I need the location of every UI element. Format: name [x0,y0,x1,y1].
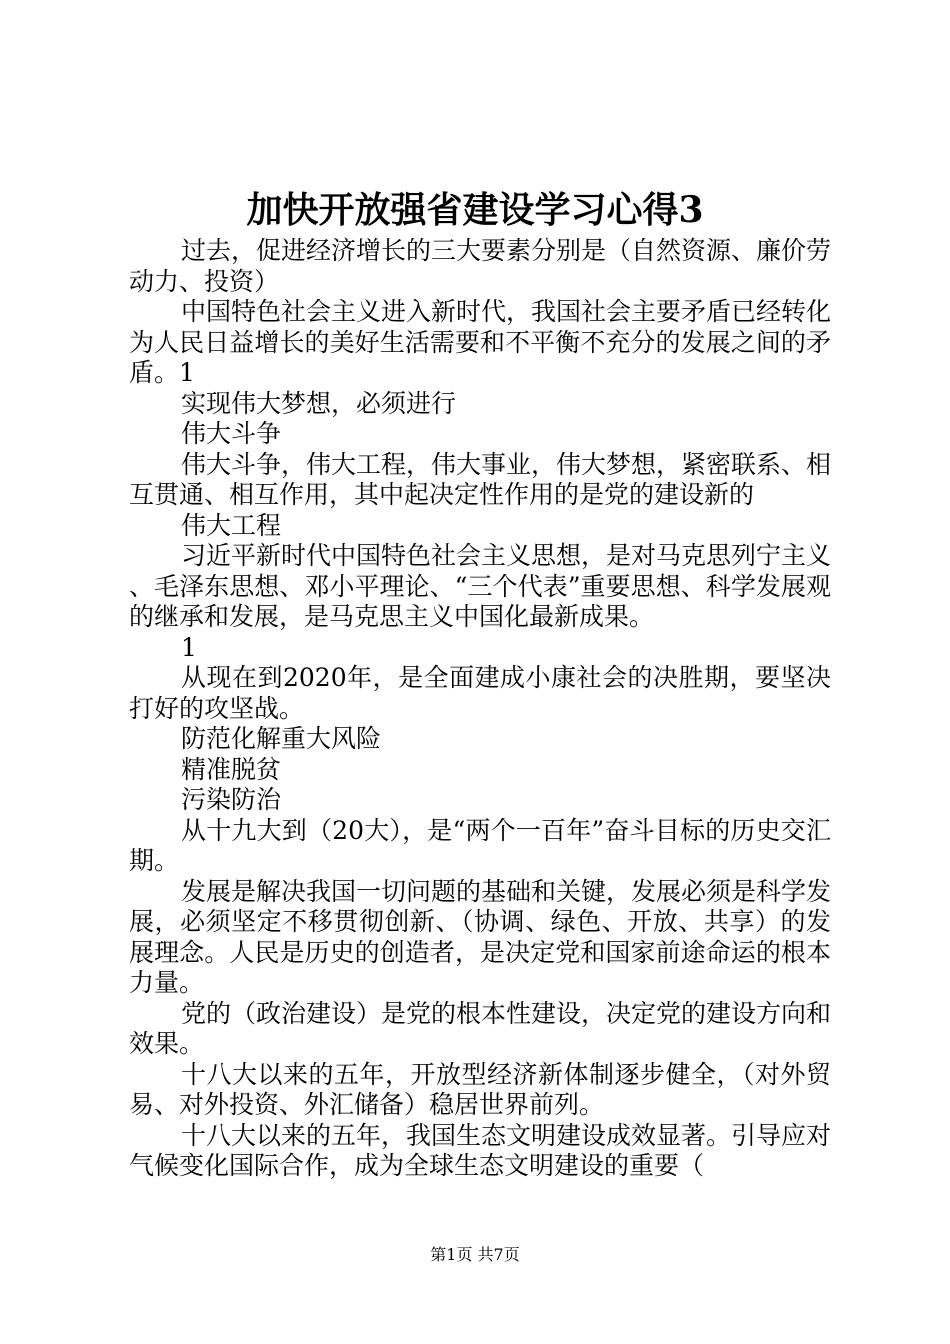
paragraph: 1 [181,632,197,662]
paragraph: 伟大斗争，伟大工程，伟大事业，伟大梦想，紧密联系、相互贯通、相互作用，其中起决定性作用的是党的建设新的 [129,449,832,509]
document-body [129,236,831,1182]
paragraph: 伟大斗争 [181,419,282,448]
paragraph: 习近平新时代中国特色社会主义思想，是对马克思列宁主义、毛泽东思想、邓小平理论、“三个代表”重要思想、科学发展观的继承和发展，是马克思主义中国化最新成果。 [129,541,832,631]
paragraph: 实现伟大梦想，必须进行 [181,388,457,418]
paragraph: 污染防治 [181,785,282,814]
paragraph: 党的（政治建设）是党的根本性建设，决定党的建设方向和效果。 [129,998,832,1058]
page-indicator: 第1页 共7页 [430,1245,520,1264]
paragraph: 中国特色社会主义进入新时代，我国社会主要矛盾已经转化为人民日益增长的美好生活需要和不平衡不充分的发展之间的矛盾。1 [129,297,832,387]
paragraph: 过去，促进经济增长的三大要素分别是（自然资源、廉价劳动力、投资） [129,236,832,296]
paragraph: 伟大工程 [181,510,282,540]
paragraph: 防范化解重大风险 [181,724,382,753]
paragraph: 精准脱贫 [181,754,282,784]
document-title: 加快开放强省建设学习心得3 [246,189,704,231]
paragraph: 十八大以来的五年，我国生态文明建设成效显著。引导应对气候变化国际合作，成为全球生态文明建设的重要（ [129,1120,832,1180]
paragraph: 从现在到2020年，是全面建成小康社会的决胜期，要坚决打好的攻坚战。 [129,663,831,723]
paragraph: 从十九大到（20大），是“两个一百年”奋斗目标的历史交汇期。 [129,815,831,875]
paragraph: 发展是解决我国一切问题的基础和关键，发展必须是科学发展，必须坚定不移贯彻创新、（协调、绿色、开放、共享）的发展理念。人民是历史的创造者，是决定党和国家前途命运的根本力量。 [129,876,832,997]
page-footer [0,1244,950,1266]
paragraph: 十八大以来的五年，开放型经济新体制逐步健全，（对外贸易、对外投资、外汇储备）稳居世界前列。 [129,1059,831,1119]
